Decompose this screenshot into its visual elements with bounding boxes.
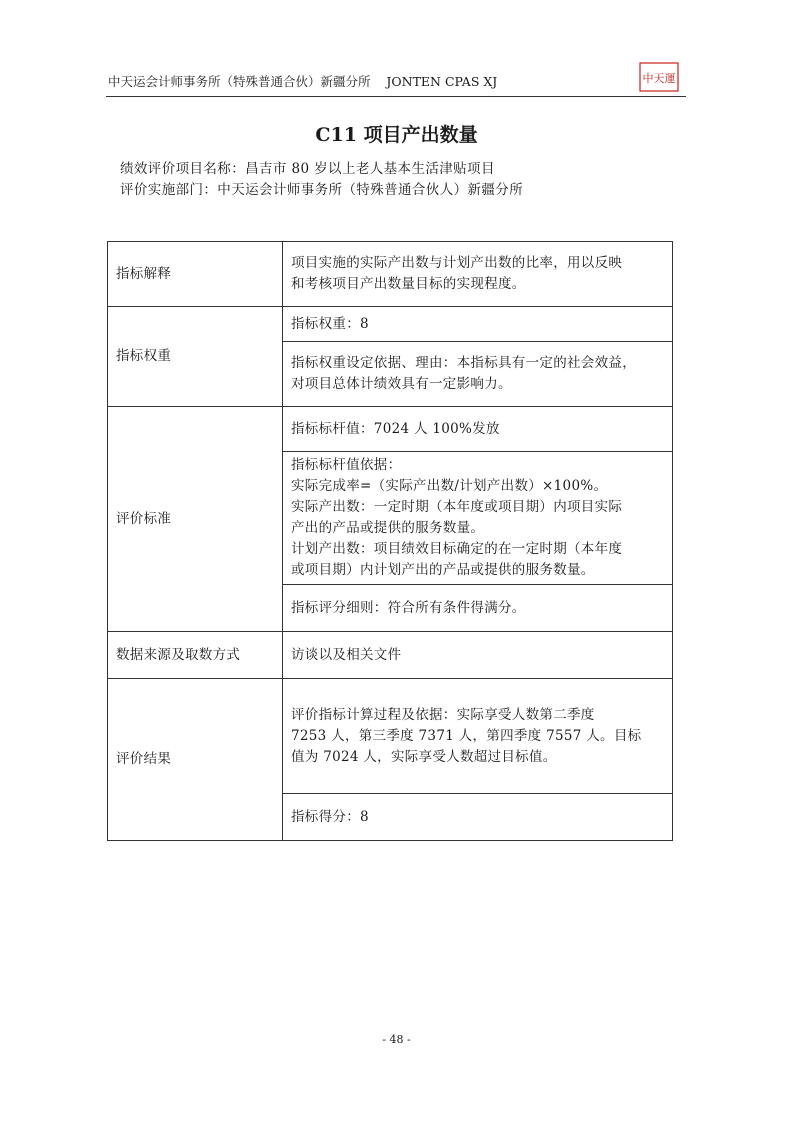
department-line: 评价实施部门：中天运会计师事务所（特殊普通合伙人）新疆分所 — [120, 182, 524, 198]
firm-logo-icon — [639, 62, 679, 92]
benchmark-basis-cell — [283, 452, 673, 585]
weight-basis-cell — [283, 342, 673, 407]
label-cell: 指标权重 — [108, 307, 283, 407]
text-line: 计划产出数：项目绩效目标确定的在一定时期（本年度 — [291, 541, 623, 557]
page-number: - 48 - — [382, 1033, 411, 1046]
header-text: 中天运会计师事务所（特殊普通合伙）新疆分所 JONTEN CPAS XJ — [108, 74, 498, 89]
weight-value-cell: 指标权重：8 — [283, 307, 673, 342]
score-cell: 指标得分：8 — [283, 794, 673, 841]
text-line: 实际完成率=（实际产出数/计划产出数）×100%。 — [291, 478, 608, 494]
table-row-source — [108, 632, 673, 679]
source-cell: 访谈以及相关文件 — [283, 632, 673, 679]
table-row-result — [108, 679, 673, 794]
label-cell: 数据来源及取数方式 — [108, 632, 283, 679]
text-line: 实际产出数：一定时期（本年度或项目期）内项目实际 — [291, 499, 623, 515]
page-title: C11 项目产出数量 — [315, 124, 478, 146]
indicator-table — [107, 241, 673, 841]
project-name-line: 绩效评价项目名称：昌吉市 80 岁以上老人基本生活津贴项目 — [120, 161, 495, 177]
text-line: 指标权重设定依据、理由：本指标具有一定的社会效益， — [291, 355, 636, 371]
table-row-weight — [108, 307, 673, 342]
text-line: 值为 7024 人，实际享受人数超过目标值。 — [291, 748, 557, 765]
text-line: 对项目总体计绩效具有一定影响力。 — [291, 376, 512, 392]
benchmark-cell: 指标标杆值：7024 人 100%发放 — [283, 407, 673, 452]
table-row-explanation — [108, 242, 673, 307]
logo-text: 中天運 — [642, 72, 676, 85]
text-line: 评价指标计算过程及依据：实际享受人数第二季度 — [291, 706, 595, 723]
explanation-cell — [283, 242, 673, 307]
label-cell: 评价结果 — [108, 679, 283, 841]
table-row-standard — [108, 407, 673, 452]
scoring-rule-cell: 指标评分细则：符合所有条件得满分。 — [283, 585, 673, 632]
text-line: 7253 人，第三季度 7371 人，第四季度 7557 人。目标 — [291, 727, 642, 744]
label-cell: 评价标准 — [108, 407, 283, 632]
page-header — [108, 72, 685, 90]
text-line: 或项目期）内计划产出的产品或提供的服务数量。 — [291, 562, 595, 578]
label-cell: 指标解释 — [108, 242, 283, 307]
text-line: 指标标杆值依据： — [291, 457, 402, 473]
text-line: 和考核项目产出数量目标的实现程度。 — [291, 276, 526, 292]
result-calc-cell — [283, 679, 673, 794]
text-line: 项目实施的实际产出数与计划产出数的比率，用以反映 — [291, 255, 623, 271]
text-line: 产出的产品或提供的服务数量。 — [291, 520, 485, 536]
header-divider — [106, 96, 686, 97]
